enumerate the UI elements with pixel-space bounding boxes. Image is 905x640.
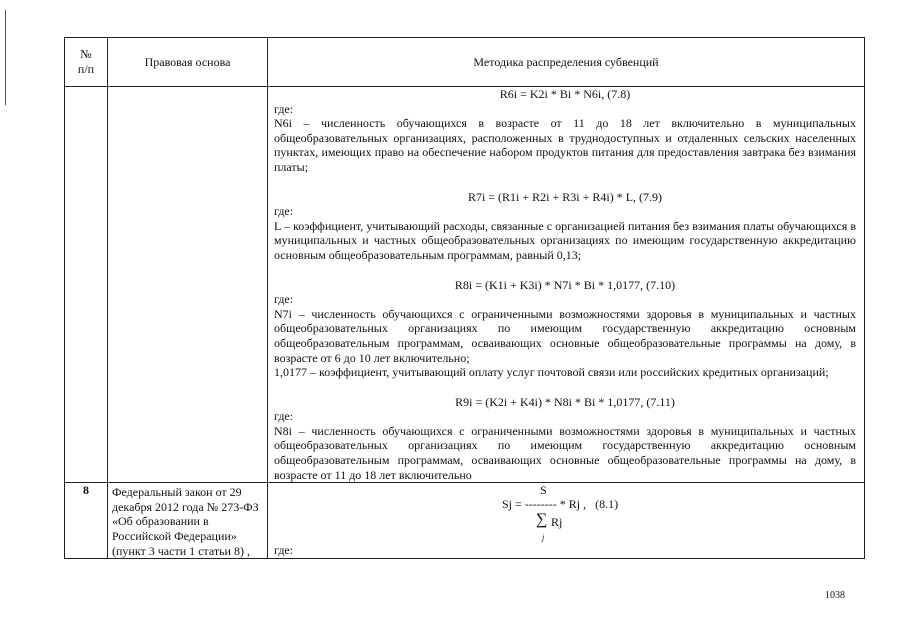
spacer — [274, 263, 856, 278]
formula-line: R9i = (K2i + K4i) * N8i * Bi * 1,0177, (7.11) — [455, 394, 675, 409]
sum-index: j — [542, 533, 545, 543]
table-header-row — [65, 38, 865, 87]
formula-line: R6i = K2i * Bi * N6i, (7.8) — [499, 87, 631, 101]
formula-main: Sj = -------- * Rj , (8.1) — [502, 497, 619, 512]
definition-paragraph: N8i – численность обучающихся с ограниченными возможностями здоровья в муниципальных и частных общеобразовательных организациях по имеющим государственную аккредитацию основным общеобразовательным программам, осваивающих основные общеобразовательные программы на дому, в возрасте от 11 до 18 лет включительно — [274, 423, 856, 482]
where-label: где: — [274, 543, 294, 558]
header-method: Методика распределения субвенций — [268, 38, 865, 87]
header-num-symbol: № — [80, 47, 92, 61]
definition-paragraph: N7i – численность обучающихся с ограниченными возможностями здоровья в муниципальных и частных общеобразовательных организациях по имеющим государственную аккредитацию основным общеобразовательным программам, осваивающих основные общеобразовательные программы на дому, в возрасте от 6 до 10 лет включительно; — [274, 306, 856, 365]
formula-line: R8i = (K1i + K3i) * N7i * Bi * 1,0177, (7.10) — [454, 277, 676, 292]
header-legal-basis: Правовая основа — [108, 38, 268, 87]
row1-basis-cell — [108, 87, 268, 483]
spacer — [274, 175, 856, 190]
where-label: где: — [274, 101, 294, 116]
definition-paragraph: L – коэффициент, учитывающий расходы, связанные с организацией питания без взимания платы обучающихся в муниципальных и частных общеобразовательных организациях по имеющим государственную аккредитацию основным общеобразовательным программам, равный 0,13; — [274, 218, 856, 262]
subvention-table — [64, 37, 865, 559]
formula-numerator: S — [540, 483, 547, 498]
margin-rule — [5, 10, 6, 105]
definition-paragraph: N6i – численность обучающихся в возрасте от 11 до 18 лет включительно в муниципальных общеобразовательных организациях, расположенных в труднодоступных и отдаленных сельских населенных пунктах, имеющих право на обеспечение набором продуктов питания для предоставления завтрака без взимания платы; — [274, 116, 856, 174]
definition-paragraph: 1,0177 – коэффициент, учитывающий оплату услуг почтовой связи или российских кредитных организаций; — [274, 365, 829, 380]
formula-8-1 — [274, 483, 856, 543]
row2-num-cell: 8 — [65, 483, 108, 559]
table-row — [65, 483, 865, 559]
sum-symbol: ∑ — [536, 511, 548, 529]
row2-method-cell — [268, 483, 865, 559]
row1-method-cell — [268, 87, 865, 483]
header-num — [65, 38, 108, 87]
formula-denominator: Rj — [551, 515, 563, 530]
page-number: 1038 — [825, 590, 845, 601]
table-row — [65, 87, 865, 483]
row1-num-cell — [65, 87, 108, 483]
spacer — [274, 380, 856, 395]
formula-line: R7i = (R1i + R2i + R3i + R4i) * L, (7.9) — [467, 189, 663, 204]
row2-basis-cell: Федеральный закон от 29 декабря 2012 года № 273-ФЗ «Об образовании в Российской Федерации» (пункт 3 части 1 статьи 8) , — [108, 483, 268, 559]
where-label: где: — [274, 204, 294, 219]
header-num-abbr: п/п — [77, 62, 95, 76]
where-label: где: — [274, 409, 294, 424]
where-label: где: — [274, 292, 294, 307]
